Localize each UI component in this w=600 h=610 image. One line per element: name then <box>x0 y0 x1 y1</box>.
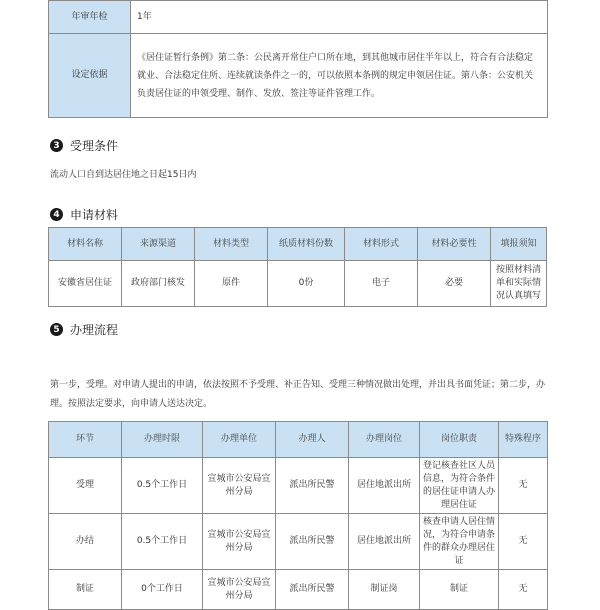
table-cell: 必要 <box>418 261 491 307</box>
table-cell: 0份 <box>268 261 345 307</box>
table-cell: 无 <box>499 570 548 610</box>
table-cell: 核查申请人居住情况，为符合申请条件的群众办理居住证 <box>420 514 499 570</box>
column-header: 材料形式 <box>345 228 418 261</box>
process-text: 第一步，受理。对申请人提出的申请，依法按照不予受理、补正告知、受理三种情况做出处理，并出具书面凭证；第二步，办理。按照法定要求，向申请人送达决定。 <box>50 380 546 409</box>
column-header: 纸质材料份数 <box>268 228 345 261</box>
section-heading-process <box>50 321 118 338</box>
table-header-row <box>49 422 548 458</box>
table-cell: 办结 <box>49 514 122 570</box>
table-row <box>49 514 548 570</box>
column-header: 办理人 <box>276 422 349 458</box>
table-cell: 居住地派出所 <box>349 458 420 514</box>
table-row <box>49 458 548 514</box>
section-title: 办理流程 <box>70 323 119 337</box>
table-header-row <box>49 228 547 261</box>
materials-table <box>48 227 547 307</box>
table-cell: 派出所民警 <box>276 458 349 514</box>
info-table <box>48 0 548 118</box>
table-cell: 派出所民警 <box>276 570 349 610</box>
table-cell: 0个工作日 <box>122 570 203 610</box>
table-cell: 居住地派出所 <box>349 514 420 570</box>
column-header: 环节 <box>49 422 122 458</box>
table-cell: 按照材料清单和实际情况认真填写 <box>491 261 547 307</box>
section-heading-conditions <box>50 137 118 154</box>
table-cell: 受理 <box>49 458 122 514</box>
info-value: 1年 <box>131 1 548 34</box>
section-number-badge: 4 <box>50 208 63 221</box>
table-cell: 宣城市公安局宣州分局 <box>203 570 276 610</box>
table-cell: 派出所民警 <box>276 514 349 570</box>
table-cell: 制证 <box>420 570 499 610</box>
column-header: 来源渠道 <box>122 228 195 261</box>
column-header: 材料必要性 <box>418 228 491 261</box>
table-cell: 制证岗 <box>349 570 420 610</box>
column-header: 填报须知 <box>491 228 547 261</box>
conditions-text: 流动人口自到达居住地之日起15日内 <box>50 170 197 180</box>
column-header: 特殊程序 <box>499 422 548 458</box>
process-table <box>48 421 548 610</box>
section-heading-materials <box>50 206 118 223</box>
info-value: 《居住证暂行条例》第二条：公民离开常住户口所在地，到其他城市居住半年以上，符合有合法稳定就业、合法稳定住所、连续就读条件之一的，可以依照本条例的规定申领居住证。第八条：公安机关负责居住证的申领受理、制作、发放、签注等证件管理工作。 <box>131 34 548 118</box>
section-number-badge: 3 <box>50 139 63 152</box>
table-row <box>49 570 548 610</box>
table-cell: 政府部门核发 <box>122 261 195 307</box>
table-cell: 无 <box>499 514 548 570</box>
table-cell: 电子 <box>345 261 418 307</box>
table-cell: 宣城市公安局宣州分局 <box>203 514 276 570</box>
column-header: 办理时限 <box>122 422 203 458</box>
table-cell: 宣城市公安局宣州分局 <box>203 458 276 514</box>
table-row <box>49 261 547 307</box>
column-header: 办理单位 <box>203 422 276 458</box>
info-key: 年审年检 <box>49 1 131 34</box>
table-cell: 0.5个工作日 <box>122 514 203 570</box>
section-title: 受理条件 <box>70 139 119 153</box>
table-cell: 安徽省居住证 <box>49 261 122 307</box>
column-header: 岗位职责 <box>420 422 499 458</box>
section-number-badge: 5 <box>50 323 63 336</box>
table-cell: 登记核查社区人员信息，为符合条件的居住证申请人办理居住证 <box>420 458 499 514</box>
table-cell: 0.5个工作日 <box>122 458 203 514</box>
section-title: 申请材料 <box>70 208 119 222</box>
column-header: 材料类型 <box>195 228 268 261</box>
info-key: 设定依据 <box>49 34 131 118</box>
table-cell: 原件 <box>195 261 268 307</box>
column-header: 材料名称 <box>49 228 122 261</box>
table-cell: 无 <box>499 458 548 514</box>
column-header: 办理岗位 <box>349 422 420 458</box>
table-cell: 制证 <box>49 570 122 610</box>
